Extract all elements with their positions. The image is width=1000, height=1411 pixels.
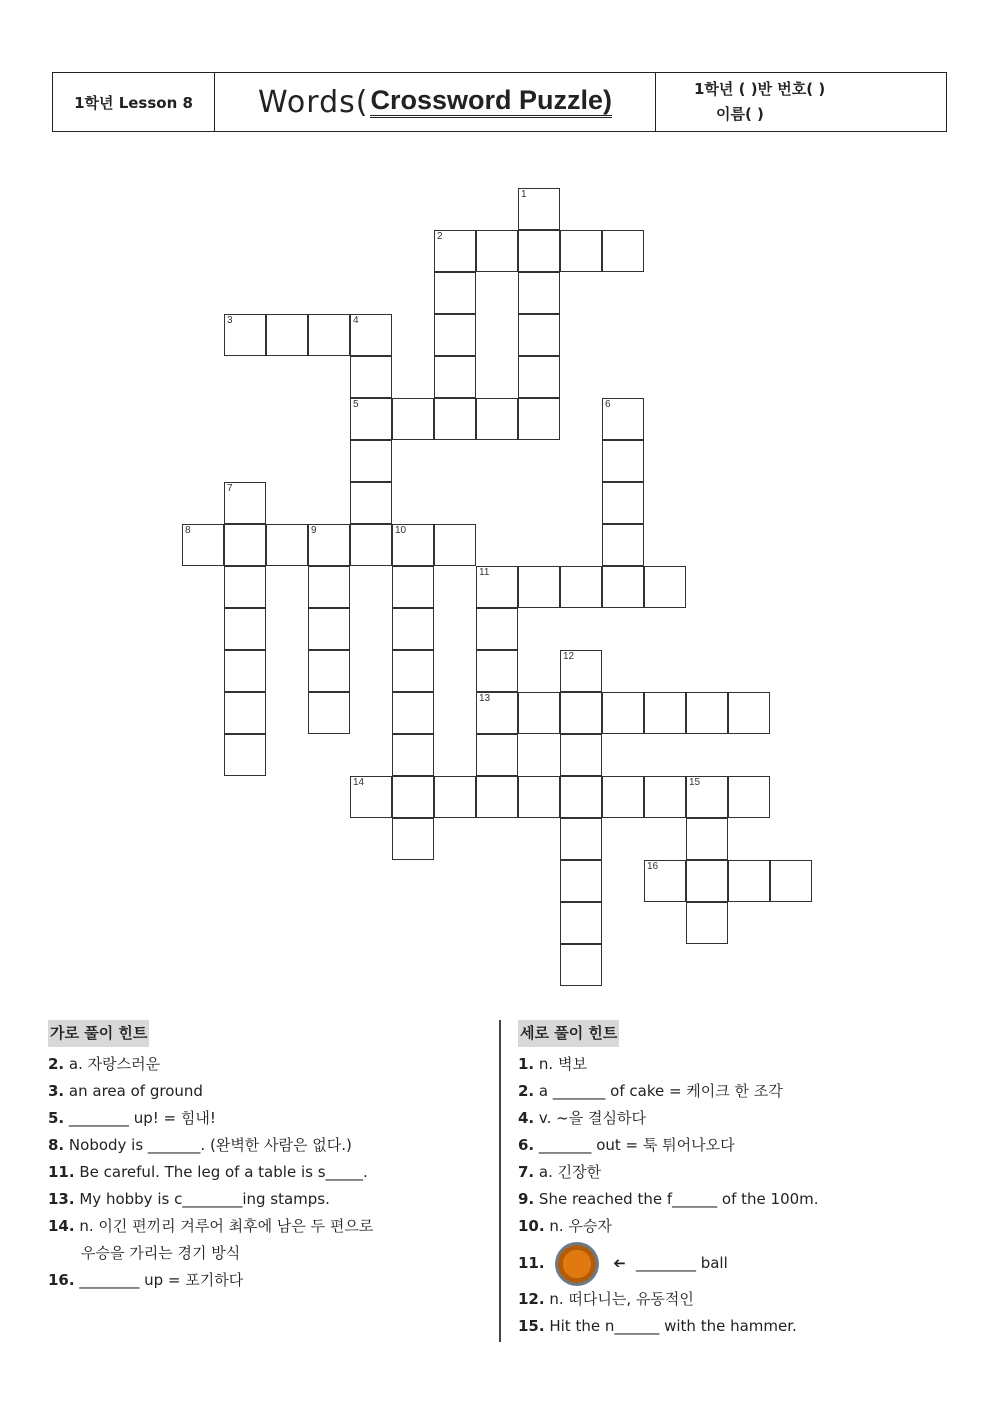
crossword-cell[interactable] xyxy=(518,188,560,230)
crossword-cell[interactable] xyxy=(392,650,434,692)
crossword-cell[interactable] xyxy=(686,692,728,734)
hint-number: 12. xyxy=(518,1290,545,1308)
hint-text: an area of ground xyxy=(68,1082,203,1100)
clue-number: 10 xyxy=(395,525,407,536)
crossword-cell[interactable] xyxy=(602,776,644,818)
crossword-cell[interactable] xyxy=(602,524,644,566)
crossword-cell[interactable] xyxy=(476,398,518,440)
crossword-cell[interactable] xyxy=(182,524,224,566)
crossword-cell[interactable] xyxy=(602,440,644,482)
crossword-cell[interactable] xyxy=(434,272,476,314)
class-number-field: 1학년 ( )반 번호( ) xyxy=(694,80,826,98)
crossword-cell[interactable] xyxy=(476,692,518,734)
clue-number: 9 xyxy=(311,525,317,536)
crossword-cell[interactable] xyxy=(392,608,434,650)
crossword-cell[interactable] xyxy=(560,692,602,734)
crossword-cell[interactable] xyxy=(224,314,266,356)
crossword-cell[interactable] xyxy=(644,692,686,734)
crossword-cell[interactable] xyxy=(308,566,350,608)
crossword-cell[interactable] xyxy=(224,650,266,692)
crossword-cell[interactable] xyxy=(518,566,560,608)
crossword-cell[interactable] xyxy=(560,860,602,902)
crossword-cell[interactable] xyxy=(224,524,266,566)
crossword-cell[interactable] xyxy=(644,860,686,902)
crossword-cell[interactable] xyxy=(560,818,602,860)
clue-number: 13 xyxy=(479,693,491,704)
basketball-icon xyxy=(555,1242,599,1286)
lesson-text: 1학년 Lesson 8 xyxy=(74,93,193,112)
crossword-cell[interactable] xyxy=(350,776,392,818)
hint-number: 3. xyxy=(48,1082,65,1100)
hint-text: ________ up! = 힘내! xyxy=(68,1109,216,1127)
down-hint xyxy=(518,1105,958,1132)
crossword-cell[interactable] xyxy=(476,650,518,692)
hint-text: a. 자랑스러운 xyxy=(68,1055,161,1073)
hint-number: 14. xyxy=(48,1217,75,1235)
crossword-cell[interactable] xyxy=(224,734,266,776)
across-hint xyxy=(48,1240,488,1267)
crossword-cell[interactable] xyxy=(518,356,560,398)
crossword-cell[interactable] xyxy=(560,902,602,944)
crossword-cell[interactable] xyxy=(518,272,560,314)
hint-text: n. 벽보 xyxy=(538,1055,587,1073)
down-hint xyxy=(518,1286,958,1313)
crossword-cell[interactable] xyxy=(266,314,308,356)
hint-text: v. ~을 결심하다 xyxy=(538,1109,646,1127)
crossword-cell[interactable] xyxy=(686,902,728,944)
clue-number: 16 xyxy=(647,861,659,872)
down-hint xyxy=(518,1051,958,1078)
crossword-cell[interactable] xyxy=(686,776,728,818)
across-hint xyxy=(48,1267,488,1294)
name-field: 이름( ) xyxy=(716,105,764,123)
clue-number: 8 xyxy=(185,525,191,536)
crossword-cell[interactable] xyxy=(686,818,728,860)
crossword-cell[interactable] xyxy=(308,650,350,692)
hint-text: n. 우승자 xyxy=(549,1217,612,1235)
crossword-cell[interactable] xyxy=(392,818,434,860)
hint-text: n. 이긴 편끼리 겨루어 최후에 남은 두 편으로 xyxy=(79,1217,374,1235)
crossword-cell[interactable] xyxy=(728,776,770,818)
across-title: 가로 풀이 힌트 xyxy=(48,1020,149,1047)
hint-text: n. 떠다니는, 유동적인 xyxy=(549,1290,694,1308)
across-hint xyxy=(48,1213,488,1240)
crossword-cell[interactable] xyxy=(476,566,518,608)
hint-number: 4. xyxy=(518,1109,535,1127)
down-hint xyxy=(518,1159,958,1186)
crossword-cell[interactable] xyxy=(392,398,434,440)
crossword-cell[interactable] xyxy=(476,608,518,650)
title-main: Words( xyxy=(258,84,369,120)
crossword-cell[interactable] xyxy=(392,524,434,566)
hint-text: Hit the n______ with the hammer. xyxy=(549,1317,797,1335)
across-hints xyxy=(48,1020,488,1294)
hint-number: 9. xyxy=(518,1190,535,1208)
crossword-cell[interactable] xyxy=(644,776,686,818)
down-hint xyxy=(518,1213,958,1240)
hint-text: Nobody is _______. (완벽한 사람은 없다.) xyxy=(68,1136,352,1154)
crossword-cell[interactable] xyxy=(770,860,812,902)
across-hint xyxy=(48,1051,488,1078)
hint-number: 2. xyxy=(48,1055,65,1073)
crossword-cell[interactable] xyxy=(434,314,476,356)
crossword-cell[interactable] xyxy=(266,524,308,566)
hint-text: Be careful. The leg of a table is s_____. xyxy=(79,1163,368,1181)
crossword-cell[interactable] xyxy=(224,566,266,608)
crossword-cell[interactable] xyxy=(644,566,686,608)
crossword-cell[interactable] xyxy=(350,440,392,482)
clue-number: 4 xyxy=(353,315,359,326)
clue-number: 5 xyxy=(353,399,359,410)
clue-number: 3 xyxy=(227,315,233,326)
crossword-cell[interactable] xyxy=(518,776,560,818)
hint-text: a _______ of cake = 케이크 한 조각 xyxy=(538,1082,783,1100)
clue-number: 12 xyxy=(563,651,575,662)
crossword-cell[interactable] xyxy=(518,314,560,356)
crossword-cell[interactable] xyxy=(560,734,602,776)
crossword-cell[interactable] xyxy=(392,734,434,776)
arrow-left-icon: ➔ xyxy=(613,1254,626,1272)
crossword-cell[interactable] xyxy=(686,860,728,902)
crossword-cell[interactable] xyxy=(308,314,350,356)
crossword-cell[interactable] xyxy=(602,482,644,524)
crossword-cell[interactable] xyxy=(392,566,434,608)
crossword-cell[interactable] xyxy=(350,356,392,398)
crossword-cell[interactable] xyxy=(350,524,392,566)
crossword-cell[interactable] xyxy=(434,776,476,818)
crossword-cell[interactable] xyxy=(602,398,644,440)
crossword-cell[interactable] xyxy=(560,944,602,986)
down-title: 세로 풀이 힌트 xyxy=(518,1020,619,1047)
crossword-cell[interactable] xyxy=(728,860,770,902)
across-hint xyxy=(48,1186,488,1213)
down-hint xyxy=(518,1186,958,1213)
clue-number: 11 xyxy=(479,567,490,578)
down-hint xyxy=(518,1078,958,1105)
hint-text: ________ ball xyxy=(635,1254,728,1272)
crossword-cell[interactable] xyxy=(602,230,644,272)
crossword-cell[interactable] xyxy=(224,692,266,734)
crossword-cell[interactable] xyxy=(434,230,476,272)
crossword-cell[interactable] xyxy=(224,482,266,524)
crossword-cell[interactable] xyxy=(518,692,560,734)
crossword-cell[interactable] xyxy=(392,692,434,734)
title-sub: Crossword Puzzle) xyxy=(370,86,612,117)
hint-text: She reached the f______ of the 100m. xyxy=(538,1190,819,1208)
clue-number: 15 xyxy=(689,777,701,788)
crossword-cell[interactable] xyxy=(518,230,560,272)
across-hint xyxy=(48,1105,488,1132)
crossword-cell[interactable] xyxy=(602,692,644,734)
across-hint xyxy=(48,1078,488,1105)
hint-number: 5. xyxy=(48,1109,65,1127)
crossword-cell[interactable] xyxy=(308,692,350,734)
crossword-cell[interactable] xyxy=(560,776,602,818)
clue-number: 7 xyxy=(227,483,233,494)
across-hint xyxy=(48,1159,488,1186)
crossword-cell[interactable] xyxy=(224,608,266,650)
down-hint xyxy=(518,1240,958,1286)
crossword-cell[interactable] xyxy=(350,482,392,524)
hint-number: 2. xyxy=(518,1082,535,1100)
hint-number: 13. xyxy=(48,1190,75,1208)
crossword-cell[interactable] xyxy=(476,734,518,776)
down-hint xyxy=(518,1313,958,1340)
crossword-cell[interactable] xyxy=(476,776,518,818)
hint-text: a. 긴장한 xyxy=(538,1163,602,1181)
hint-number: 6. xyxy=(518,1136,535,1154)
hint-number: 16. xyxy=(48,1271,75,1289)
crossword-cell[interactable] xyxy=(560,230,602,272)
crossword-cell[interactable] xyxy=(434,356,476,398)
down-hint xyxy=(518,1132,958,1159)
hint-number: 10. xyxy=(518,1217,545,1235)
crossword-cell[interactable] xyxy=(518,398,560,440)
clue-number: 1 xyxy=(521,189,527,200)
hint-number: 11. xyxy=(48,1163,75,1181)
hint-number: 1. xyxy=(518,1055,535,1073)
crossword-cell[interactable] xyxy=(602,566,644,608)
hint-text: 우승을 가리는 경기 방식 xyxy=(81,1244,241,1262)
crossword-cell[interactable] xyxy=(728,692,770,734)
crossword-cell[interactable] xyxy=(434,524,476,566)
hint-text: _______ out = 툭 튀어나오다 xyxy=(538,1136,735,1154)
crossword-cell[interactable] xyxy=(350,314,392,356)
across-hint xyxy=(48,1132,488,1159)
hint-text: My hobby is c________ing stamps. xyxy=(79,1190,330,1208)
down-hints xyxy=(518,1020,958,1340)
crossword-cell[interactable] xyxy=(350,398,392,440)
crossword-cell[interactable] xyxy=(434,398,476,440)
crossword-cell[interactable] xyxy=(560,650,602,692)
clue-number: 6 xyxy=(605,399,611,410)
crossword-cell[interactable] xyxy=(308,608,350,650)
hints-divider xyxy=(499,1020,501,1342)
crossword-cell[interactable] xyxy=(392,776,434,818)
crossword-cell[interactable] xyxy=(476,230,518,272)
clue-number: 14 xyxy=(353,777,365,788)
hint-number: 15. xyxy=(518,1317,545,1335)
crossword-cell[interactable] xyxy=(560,566,602,608)
clue-number: 2 xyxy=(437,231,443,242)
hint-number: 8. xyxy=(48,1136,65,1154)
hint-number: 11. xyxy=(518,1254,545,1272)
hint-text: ________ up = 포기하다 xyxy=(79,1271,244,1289)
crossword-cell[interactable] xyxy=(308,524,350,566)
hint-number: 7. xyxy=(518,1163,535,1181)
